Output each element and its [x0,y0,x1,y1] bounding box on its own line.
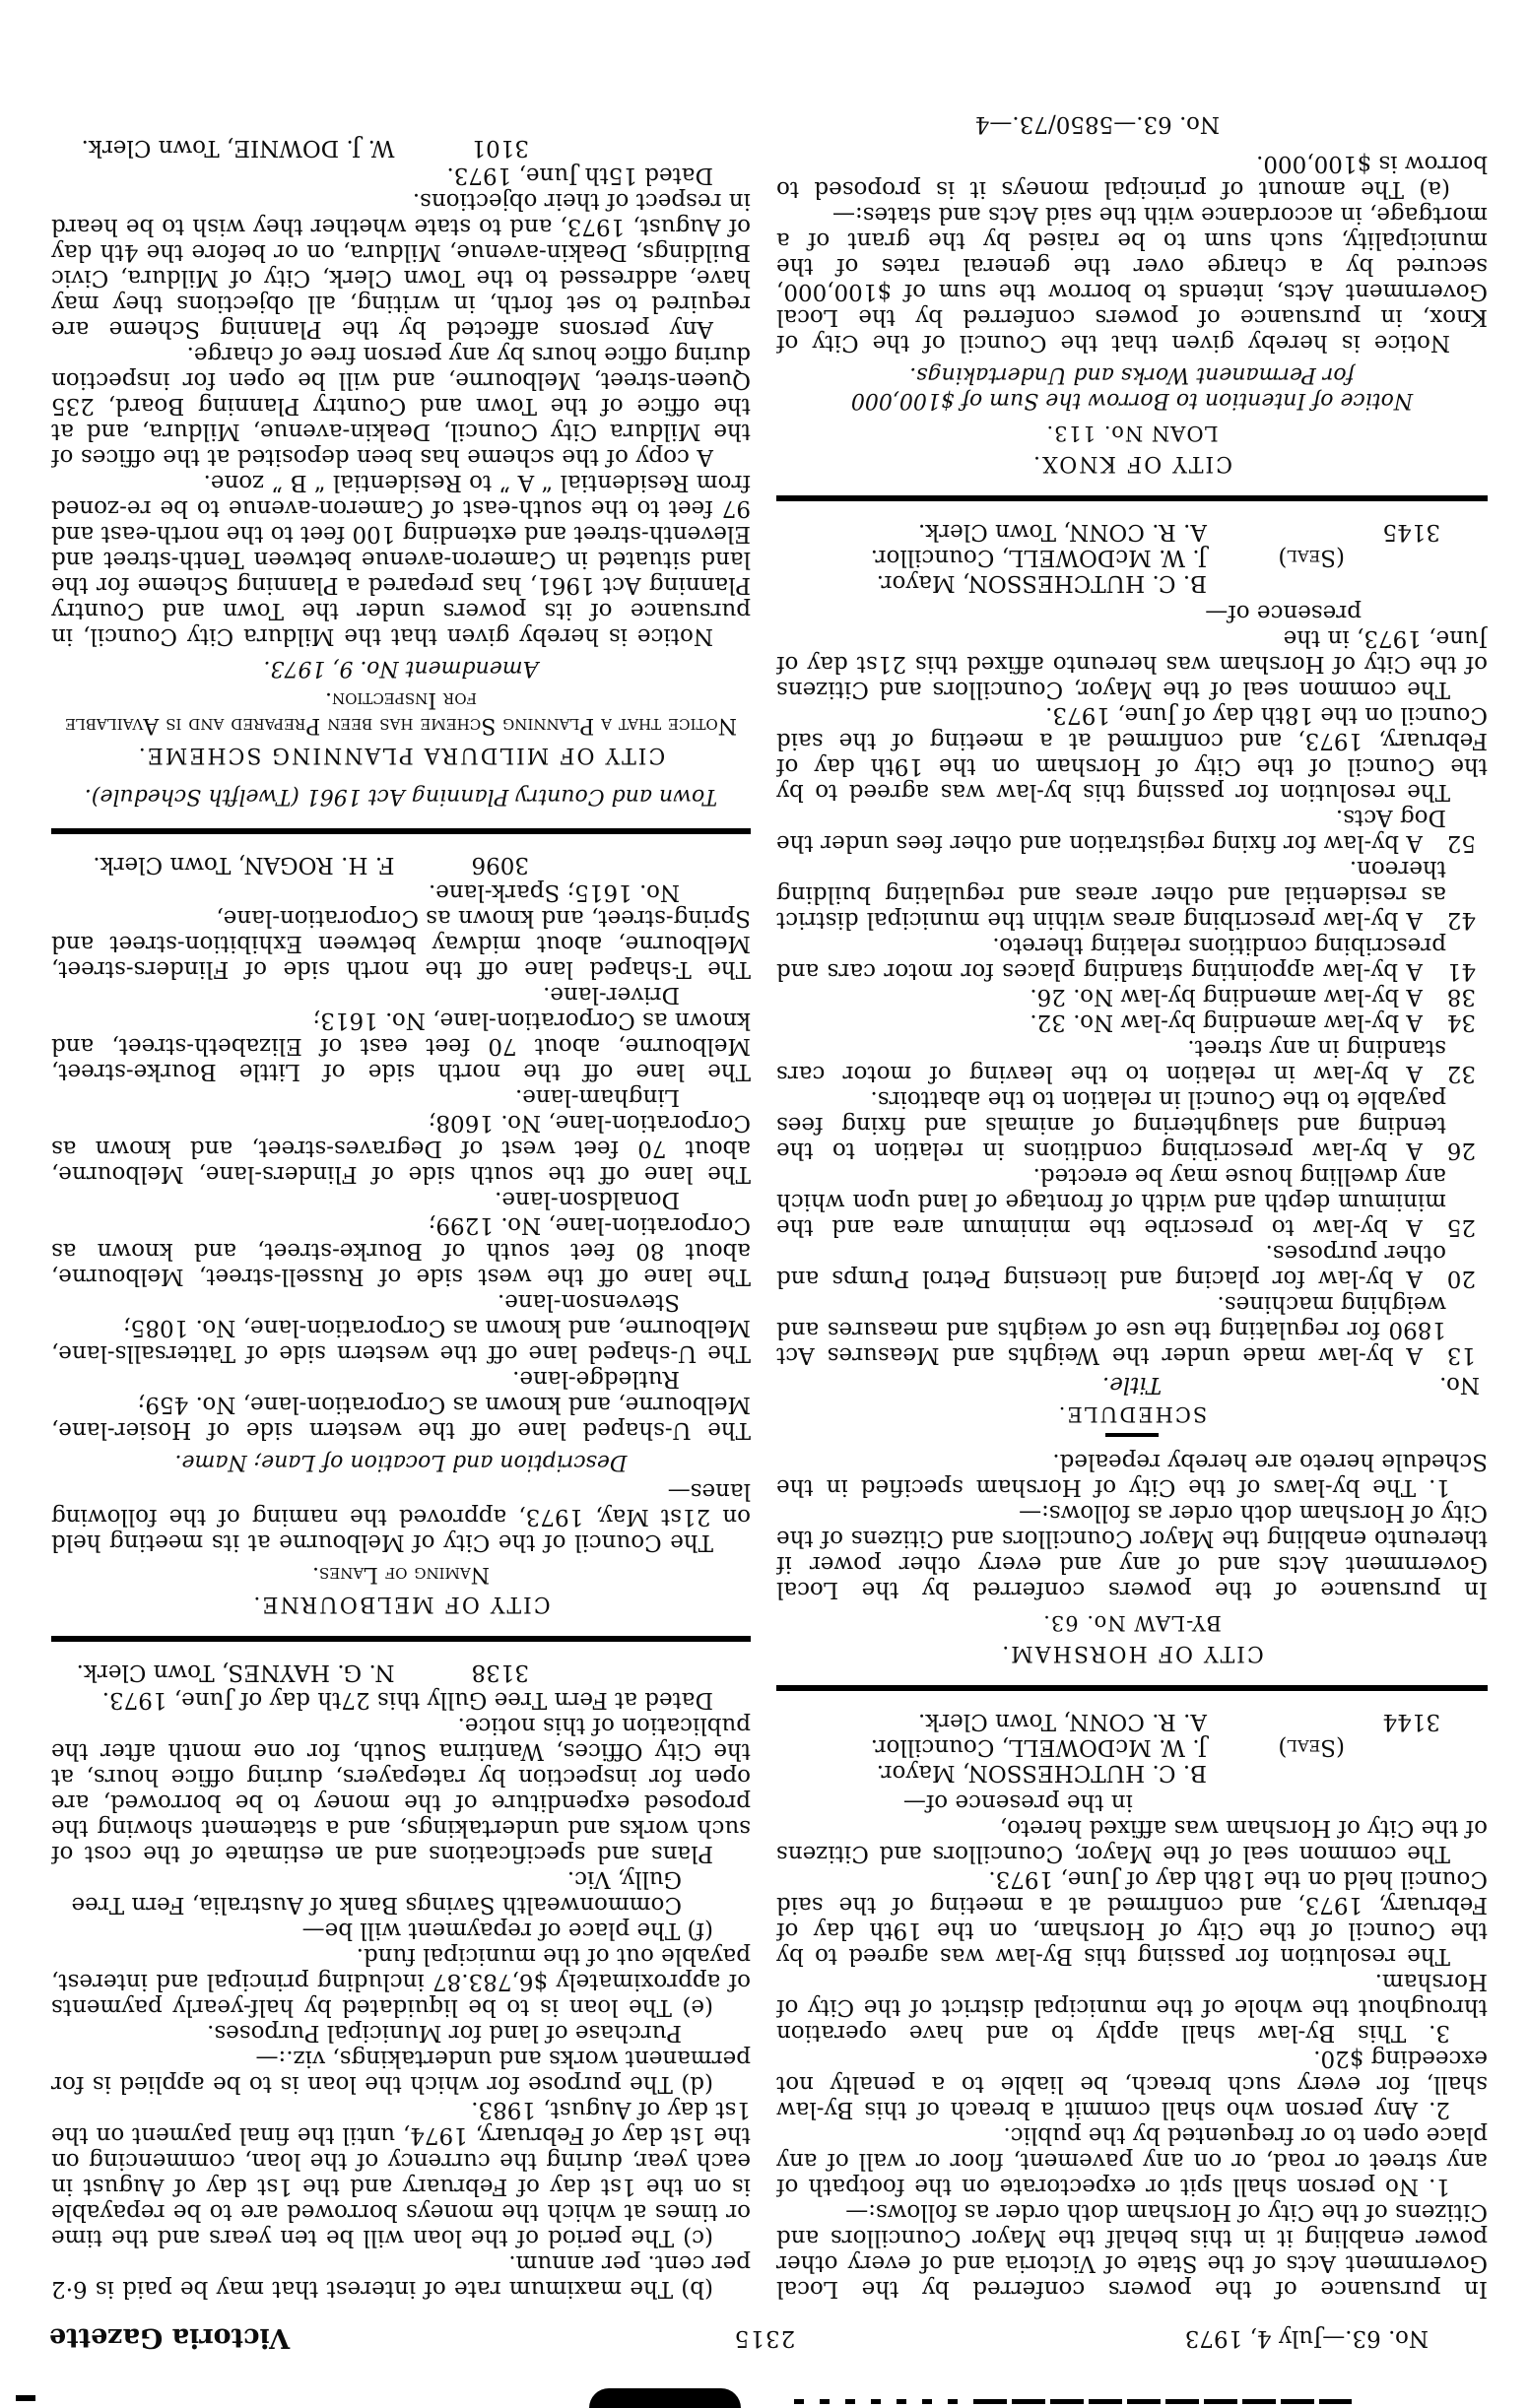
scan-artifact-corner-dash [16,2395,35,2401]
schedule-item: 41A by-law appointing standing places for motor cars and prescribing conditions relating thereto. [776,933,1476,984]
schedule-item-number: 42 [1446,907,1476,933]
lane-description: The U-shaped lane off the western side of Hosier-lane, Melbourne, and known as Corporation-lane, No. 459; [51,1392,751,1443]
lane-description: The lane off the north side of Little Bourke-street, Melbourne, about 70 feet east of Elizabeth-street, and known as Corporation-lane, No. 1613; [51,1008,751,1084]
schedule-item: 20A by-law for placing and licensing Petrol Pumps and other purposes. [776,1240,1476,1291]
notice-paragraph: Notice is hereby given that the Mildura City Council, in pursuance of its powers under the Town and Country Planning Act 1961, has prepared a Planning Scheme for the land situated in Cameron-avenue between Tenth-street and Eleventh-street and extending 100 feet to the north-east and 97 feet to the south-east of Cameron-avenue to be re-zoned from Residential “ A ” to Residential “ B ” zone. [51,470,751,649]
italic-title: Amendment No. 9, 1973. [263,656,539,681]
schedule-item-number: 13 [1446,1342,1476,1368]
column-right [51,7,751,2302]
notice-heading: CITY OF MELBOURNE. [251,1592,551,1616]
notice-subheading: LOAN No. 113. [1045,422,1219,445]
notice-paragraph: 2. Any person who shall commit a breach of this By-law shall, for every such breach, be liable to a penalty not exceeding $20. [776,2046,1488,2122]
lane-description: The U-shaped lane off the western side of Tattersalls-lane, Melbourne, and known as Corporation-lane, No. 1085; [51,1315,751,1366]
schedule-item-number: 20 [1446,1266,1476,1291]
schedule-item: 34A by-law amending by-law No. 32. [1030,1009,1476,1035]
lane-entry [51,1366,751,1443]
lane-description: The T-shaped lane off the north side of Flinders-street, Melbourne, about midway between Exhibition-street and Spring-street, and known as Corporation-lane, [51,905,751,982]
signatory-name: W. J. DOWNIE, Town Clerk. [81,135,395,161]
lane-name: No. 1615; Spark-lane. [428,879,680,905]
lane-description: The lane off the west side of Russell-street, Melbourne, about 80 feet south of Bourke-street, and known as Corporation-lane, No. 1299; [51,1212,751,1289]
seal-signature-block [776,519,1488,596]
lane-entry [51,1187,751,1289]
notice-paragraph: (b) The maximum rate of interest that may be paid is 6·2 per cent. per annum. [51,2250,751,2302]
signatory-name: B. C. HUTCHESSON, Mayor. [876,1760,1207,1786]
schedule-column-headers [776,1372,1488,1398]
notice-paragraph: In pursuance of the powers conferred by the Local Government Acts of the State of Victoria and of every other power enabling it in this behalf the Mayor Councillors and Citizens of the City of Horsham doth order as follows:— [776,2199,1488,2302]
separator-rule [51,1636,751,1642]
notice-number: 3101 [471,135,529,161]
notice-paragraph: Dated 15th June, 1973. [446,163,713,188]
indented-line: Purchase of land for Municipal Purposes. [207,2020,682,2046]
signature-row [776,519,1488,545]
notice-paragraph: Any persons affected by the Planning Scheme are required to set forth, in writing, all objections they may have, addressed to the Town Clerk, City of Mildura, Civic Buildings, Deakin-avenue, Mildura, on or before the 4th day of August, 1973, and to state whether they wish to be heard in respect of their objections. [51,188,751,342]
lane-entry [51,1084,751,1187]
notice-paragraph: The resolution for passing this by-law was agreed to by the Council of the City of Horsham on the 19th day of February, 1973, and confirmed at a meeting of the said Council on the 18th day of June, 1973. [776,702,1488,805]
notice-heading: CITY OF MILDURA PLANNING SCHEME. [136,743,666,767]
smallcaps-heading: Naming of Lanes. [312,1562,490,1587]
schedule-item-number: 52 [1446,830,1476,856]
notice-heading: CITY OF HORSHAM. [1000,1641,1264,1665]
schedule-title-label: Title. [1101,1372,1163,1398]
signatory-name: J. W. McDOWELL, Councillor. [870,545,1207,570]
page-number: 2315 [733,2325,796,2351]
scan-artifact-blob [589,2388,741,2408]
seal-signature-block [776,1709,1488,1786]
seal-label: (Seal) [1278,545,1345,570]
lane-entry [51,1289,751,1366]
signature-row [776,1760,1488,1786]
notice-paragraph: (a) The amount of principal moneys it is proposed to borrow is $100,000. [776,151,1488,202]
notice-paragraph: (f) The place of repayment will be— [301,1918,713,1943]
signature-row [776,570,1488,596]
notice-number: 3144 [1382,1709,1440,1734]
lane-name: Stevenson-lane. [497,1289,680,1315]
schedule-item: 42A by-law prescribing areas within the municipal district as residential and other areas and regulating building thereon. [776,856,1476,933]
notice-paragraph: The common seal of the Mayor, Councillors and Citizens of the City of Horsham was affixed hereto, [776,1815,1488,1866]
schedule-item-number: 41 [1446,958,1476,984]
schedule-no-label: No. [1439,1372,1480,1398]
schedule-item: 32A by-law in relation to the leaving of motor cars standing in any street. [776,1035,1476,1086]
notice-paragraph: 1. No person shall spit or expectorate on the footpath of any street or road, or on any pavement, floor or wall of any place open to or frequented by the public. [776,2122,1488,2199]
notice-paragraph: A copy of the scheme has been deposited at the offices of the Mildura City Council, Deakin-avenue, Mildura, and at the office of the Town and Country Planning Board, 235 Queen-street, Melbourne, and will be open for inspection during office hours by any person free of charge. [51,342,751,470]
smallcaps-heading: Notice that a Planning Scheme has been Prepared and is Available for Inspection. [65,687,738,738]
notice-paragraph: The Council of the City of Melbourne at its meeting held on 21st May, 1973, approved the naming of the following lanes— [51,1478,751,1555]
lane-name: Lingham-lane. [514,1084,680,1110]
schedule-item-number: 25 [1446,1214,1476,1240]
lane-entry [51,879,751,982]
lane-name: Driver-lane. [543,982,680,1008]
signatory-name: A. R. CONN, Town Clerk. [917,519,1207,545]
schedule-item: 38A by-law amending by-law No. 26. [1030,984,1476,1009]
schedule-item: 25A by-law to prescribe the minimum area and the minimum depth and width of frontage of land upon which any dwelling house may be erected. [776,1163,1476,1240]
issue-date: No. 63.—July 4, 1973 [1184,2325,1429,2351]
notice-paragraph: The resolution for passing this By-law was agreed to by the Council of the City of Horsham, on the 19th day of February, 1973, and confirmed at a meeting of the said Council held on the 18th day of June, 1973. [776,1866,1488,1969]
separator-rule [776,1685,1488,1691]
notice-paragraph: Notice is hereby given that the Council of the City of Knox, in pursuance of powers conferred by the Local Government Acts, intends to borrow the sum of $100,000, secured by a charge over the general rates of the municipality, such sum to be raised by the grant of a mortgage, in accordance with the said Acts and states:— [776,202,1488,356]
schedule-item-number: 26 [1446,1138,1476,1163]
signatory-name: J. W. McDOWELL, Councillor. [870,1734,1207,1760]
indented-paragraph: Commonwealth Savings Bank of Australia, Fern Tree Gully, Vic. [71,1866,682,1918]
seal-label: (Seal) [1278,1734,1345,1760]
lane-description: The lane off the south side of Flinders-lane, Melbourne, about 70 feet west of Degraves-street, and known as Corporation-lane, No. 1608; [51,1110,751,1187]
notice-paragraph: (c) The period of the loan will be ten years and the time or times at which the moneys borrowed are to be repayable is on the 1st day of February and the 1st day of August in each year, during the currency of the loan, commencing on the 1st day of February, 1974, until the final payment on the 1st day of August, 1983. [51,2097,751,2250]
signature-row [51,852,751,878]
notice-paragraph: 3. This By-law shall apply to and have operation throughout the whole of the municipal district of the City of Horsham. [776,1969,1488,2046]
italic-title: Notice of Intention to Borrow the Sum of $100,000 for Permanent Works and Undertakings. [850,362,1414,413]
printer-imprint: No. 63.—5850/73.—4 [974,111,1220,137]
notice-number: 3145 [1382,519,1440,545]
signatory-name: A. R. CONN, Town Clerk. [917,1709,1207,1734]
schedule-item: 52A by-law for fixing registration and other fees under the Dog Acts. [776,805,1476,856]
signature-row [51,135,751,161]
schedule-item-number: 38 [1446,984,1476,1009]
scan-artifact-dotted-line [794,2399,973,2404]
schedule-item: 13A by-law made under the Weights and Measures Act 1890 for regulating the use of weights and measures and weighing machines. [776,1291,1476,1368]
notice-paragraph: The common seal of the Mayor, Councillors and Citizens of the City of Horsham was hereunto affixed this 21st day of June, 1973, in the [776,625,1488,702]
gazette-title: Victoria Gazette [49,2322,291,2353]
notice-heading: CITY OF KNOX. [1031,451,1232,476]
column-left [776,7,1488,2302]
indented-line: in the presence of— [902,1790,1133,1815]
signatory-name: F. H. ROGAN, Town Clerk. [93,852,395,878]
notice-paragraph: Dated at Fern Tree Gully this 27th day of June, 1973. [101,1687,713,1713]
indented-line: presence of— [1205,600,1362,625]
signatory-name: N. G. HAYNES, Town Clerk. [76,1660,395,1685]
schedule-item: 26A by-law prescribing conditions in relation to the tending and slaughtering of animals and fixing fees payable to the Council in relation to the abattoirs. [776,1086,1476,1163]
small-separator-rule [1105,1433,1159,1437]
signature-row [776,1709,1488,1734]
lane-name: Rutledge-lane. [512,1366,680,1392]
signature-row [776,1734,1488,1760]
signature-row [776,545,1488,570]
page-header [41,2319,1488,2353]
lane-name: Donaldson-lane. [495,1187,680,1212]
notice-paragraph: Plans and specifications and an estimate of the cost of such works and undertakings, and a statement showing the proposed expenditure of the money to be borrowed, are open for inspection by ratepayers, during office hours, at the City Offices, Wantirna South, for one month after the publication of this notice. [51,1713,751,1866]
notice-paragraph: (d) The purpose for which the loan is to be applied is for permanent works and undertakings, viz.:— [51,2046,751,2097]
schedule-item-number: 32 [1446,1061,1476,1086]
act-reference: Town and Country Planning Act 1961 (Twelfth Schedule). [84,784,718,809]
notice-paragraph: 1. The by-laws of the City of Horsham specified in the Schedule hereto are hereby repealed. [776,1449,1488,1500]
separator-rule [51,828,751,834]
notice-paragraph: (e) The loan is to be liquidated by half-yearly payments of approximately $6,783.87 including principal and interest, payable out of the municipal fund. [51,1943,751,2020]
schedule-item-number: 34 [1446,1009,1476,1035]
notice-subheading: BY-LAW No. 63. [1042,1611,1222,1635]
italic-title: Description and Location of Lane; Name. [174,1450,628,1474]
schedule-heading: SCHEDULE. [1056,1402,1208,1426]
lane-entry [51,982,751,1084]
scan-artifact-broken-line [973,2399,1352,2404]
signature-row [51,1660,751,1685]
signatory-name: B. C. HUTCHESSON, Mayor. [876,570,1207,596]
notice-paragraph: In pursuance of the powers conferred by the Local Government Acts and of any and every other power if thereunto enabling the Mayor Councillors and Citizens of the City of Horsham doth order as follows:— [776,1500,1488,1602]
notice-number: 3096 [471,852,529,878]
notice-number: 3138 [471,1660,529,1685]
separator-rule [776,495,1488,501]
